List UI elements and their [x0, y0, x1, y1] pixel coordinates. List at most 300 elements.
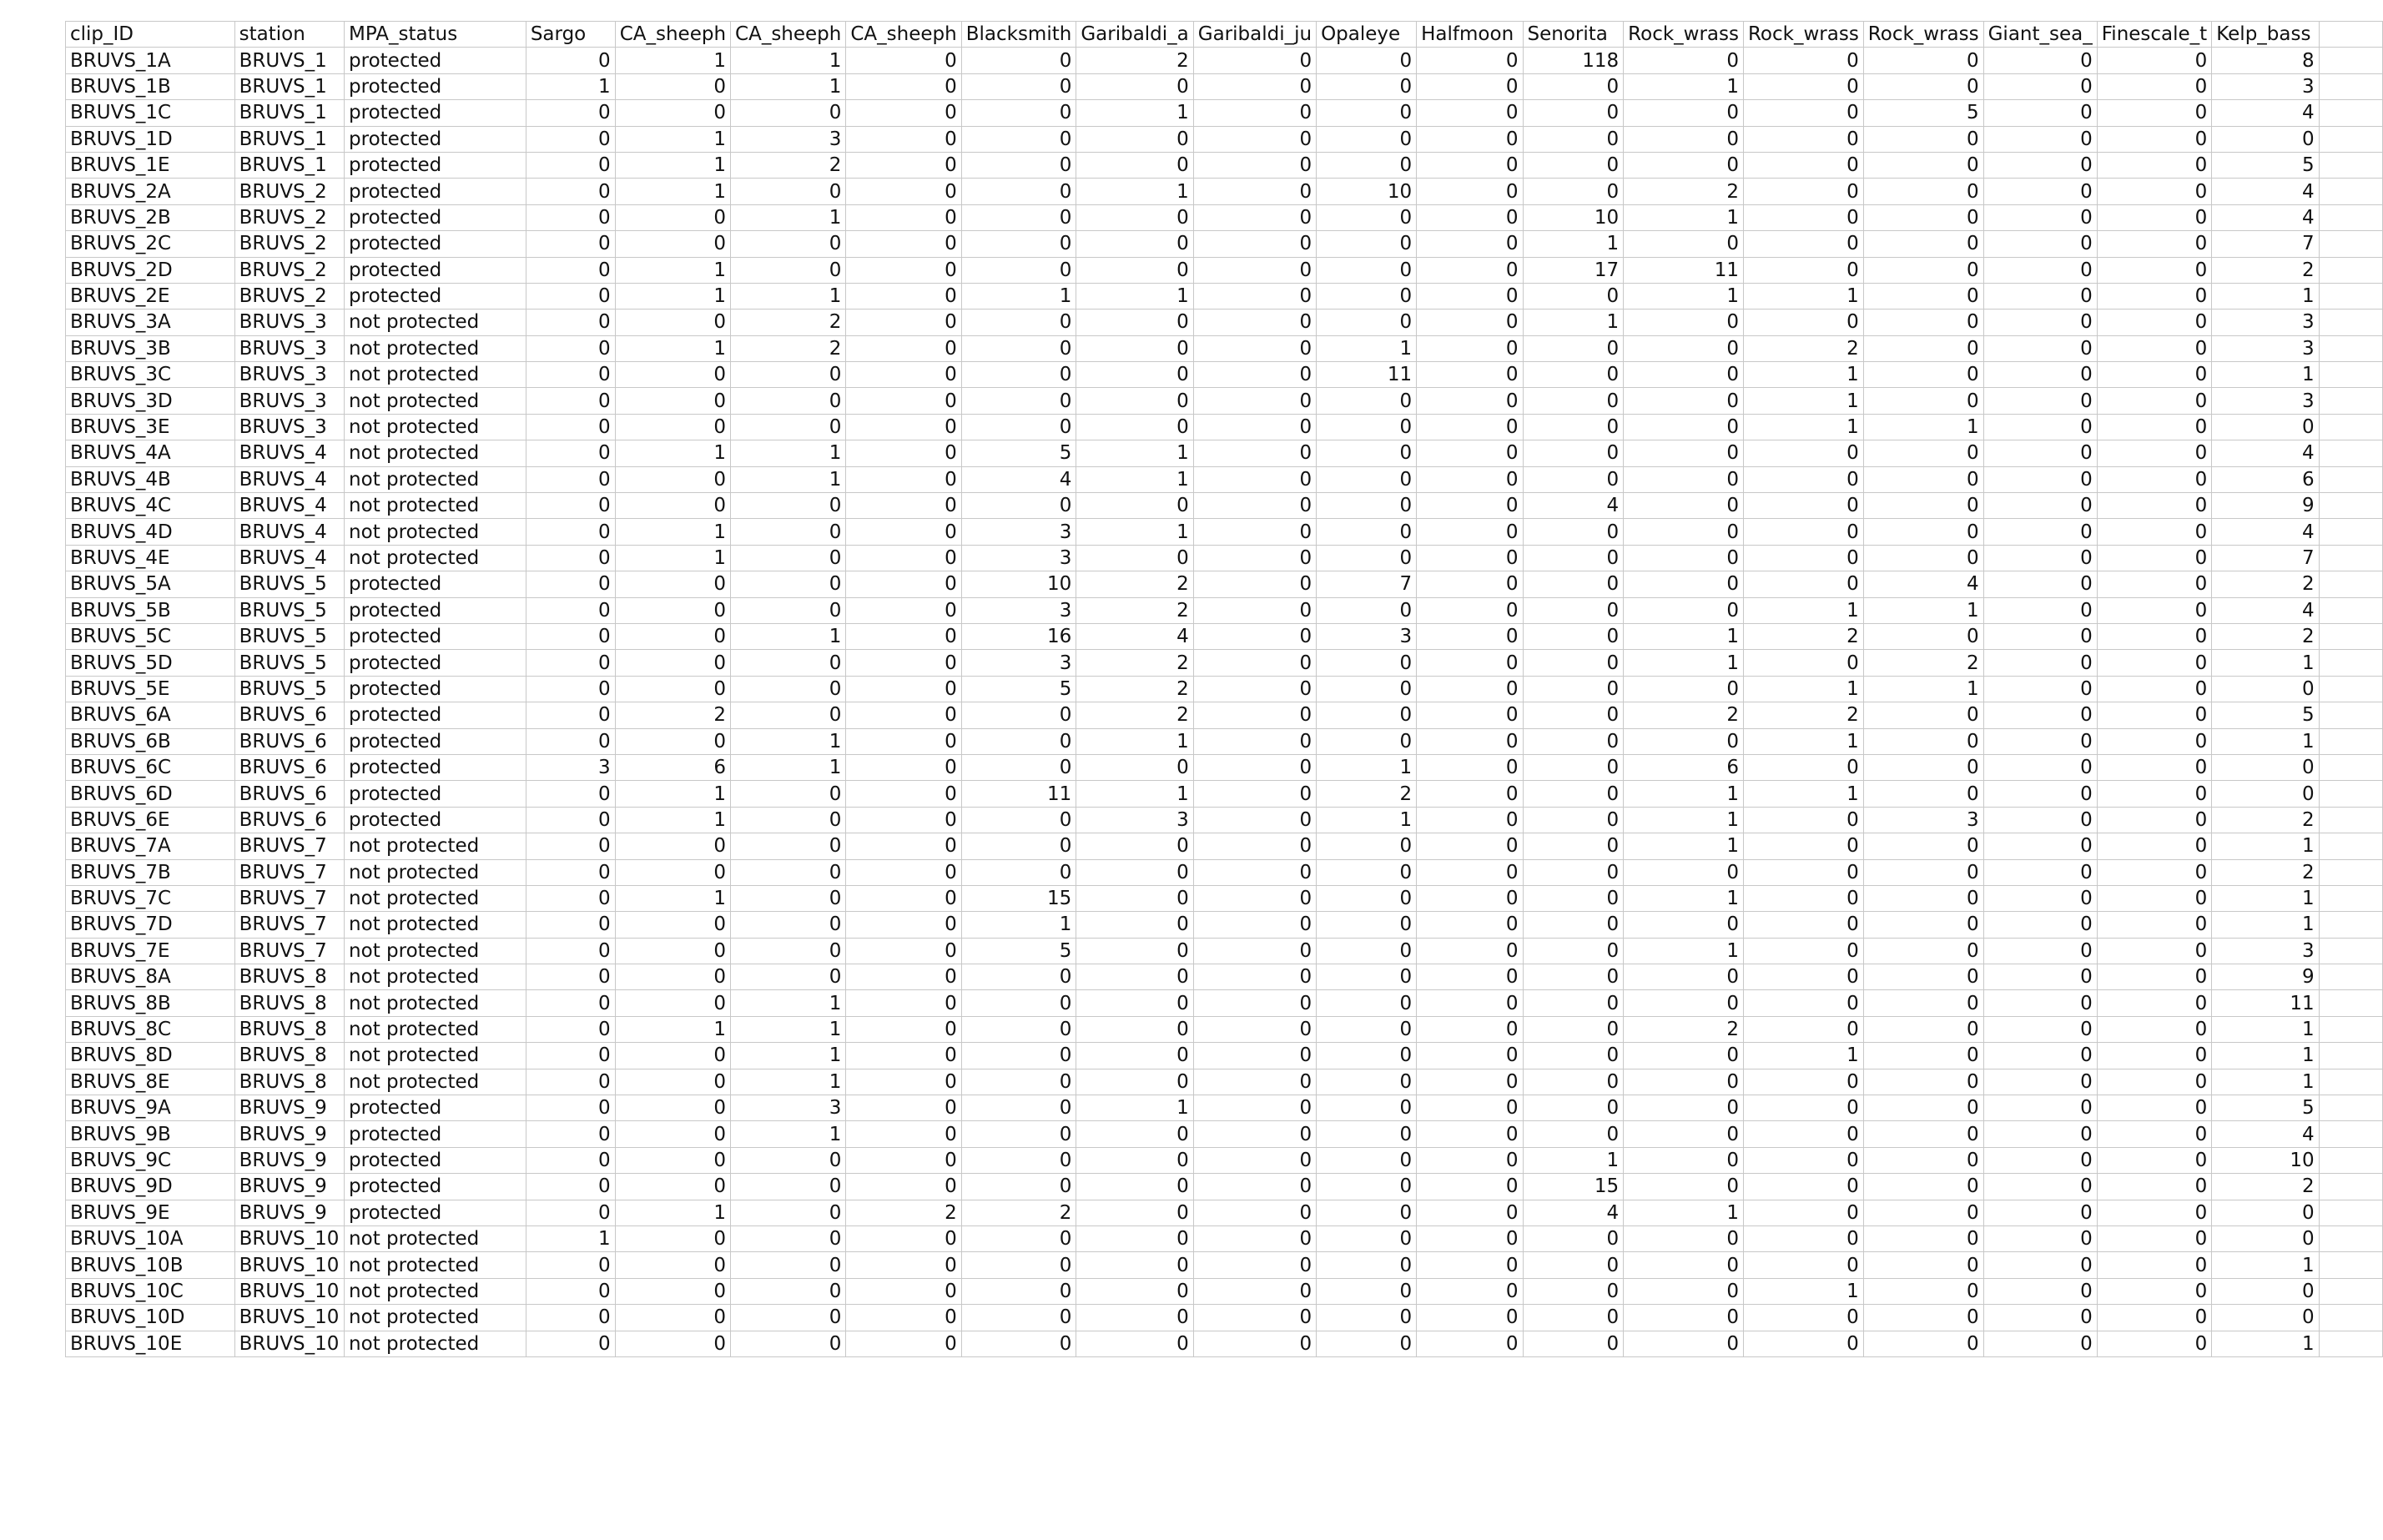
cell[interactable]: 0	[1417, 1225, 1523, 1251]
cell[interactable]: 1	[1624, 650, 1744, 676]
cell[interactable]: 0	[1523, 676, 1624, 702]
cell[interactable]: 1	[1523, 310, 1624, 335]
cell[interactable]: 0	[526, 885, 615, 911]
cell[interactable]: 0	[526, 48, 615, 73]
cell[interactable]: BRUVS_10B	[66, 1252, 235, 1278]
empty-cell[interactable]	[2319, 1147, 2382, 1173]
cell[interactable]: BRUVS_6E	[66, 807, 235, 833]
cell[interactable]: 0	[961, 231, 1076, 257]
cell[interactable]: BRUVS_4	[234, 440, 344, 466]
cell[interactable]: 4	[2212, 179, 2319, 204]
cell[interactable]: not protected	[345, 885, 526, 911]
cell[interactable]: 0	[1193, 545, 1316, 571]
empty-cell[interactable]	[2319, 48, 2382, 73]
cell[interactable]: 0	[615, 859, 730, 885]
column-header[interactable]: CA_sheeph	[846, 22, 961, 48]
cell[interactable]: 0	[1193, 859, 1316, 885]
empty-cell[interactable]	[2319, 73, 2382, 99]
cell[interactable]: 0	[731, 493, 846, 519]
cell[interactable]: BRUVS_3C	[66, 362, 235, 388]
cell[interactable]: 0	[2097, 728, 2211, 754]
cell[interactable]: 0	[846, 152, 961, 178]
cell[interactable]: 2	[2212, 257, 2319, 283]
cell[interactable]: 0	[1317, 283, 1417, 309]
cell[interactable]: 0	[526, 1069, 615, 1095]
cell[interactable]: BRUVS_10	[234, 1305, 344, 1331]
cell[interactable]: 5	[2212, 152, 2319, 178]
cell[interactable]: 0	[1743, 257, 1863, 283]
cell[interactable]: BRUVS_3D	[66, 388, 235, 414]
cell[interactable]: 0	[1193, 335, 1316, 361]
cell[interactable]: 0	[526, 990, 615, 1016]
cell[interactable]: 0	[961, 152, 1076, 178]
empty-cell[interactable]	[2319, 1252, 2382, 1278]
empty-cell[interactable]	[2319, 990, 2382, 1016]
cell[interactable]: BRUVS_2	[234, 257, 344, 283]
empty-cell[interactable]	[2319, 912, 2382, 938]
empty-cell[interactable]	[2319, 623, 2382, 649]
cell[interactable]: 0	[961, 310, 1076, 335]
cell[interactable]: 0	[1863, 1174, 1983, 1200]
cell[interactable]: 0	[1983, 100, 2097, 126]
cell[interactable]: 0	[1193, 388, 1316, 414]
cell[interactable]: 0	[1863, 859, 1983, 885]
cell[interactable]: 0	[1076, 362, 1193, 388]
column-header[interactable]: Giant_sea_	[1983, 22, 2097, 48]
cell[interactable]: 1	[615, 1016, 730, 1042]
cell[interactable]: 1	[1624, 833, 1744, 859]
cell[interactable]: 6	[1624, 754, 1744, 780]
cell[interactable]: 0	[1863, 1121, 1983, 1147]
cell[interactable]: 0	[731, 1147, 846, 1173]
cell[interactable]: 0	[2097, 231, 2211, 257]
cell[interactable]: 0	[1863, 781, 1983, 807]
cell[interactable]: 7	[1317, 571, 1417, 597]
cell[interactable]: 0	[1983, 545, 2097, 571]
cell[interactable]: 0	[1317, 912, 1417, 938]
cell[interactable]: 0	[1076, 73, 1193, 99]
cell[interactable]: BRUVS_9	[234, 1147, 344, 1173]
cell[interactable]: 0	[1193, 754, 1316, 780]
cell[interactable]: 0	[1193, 1095, 1316, 1121]
cell[interactable]: 0	[1523, 1043, 1624, 1069]
cell[interactable]: 0	[961, 1043, 1076, 1069]
cell[interactable]: BRUVS_8	[234, 1069, 344, 1095]
cell[interactable]: 0	[1193, 1200, 1316, 1225]
cell[interactable]: 0	[1624, 1174, 1744, 1200]
cell[interactable]: 0	[1863, 73, 1983, 99]
cell[interactable]: 0	[526, 257, 615, 283]
cell[interactable]: 0	[526, 702, 615, 728]
cell[interactable]: 0	[1743, 100, 1863, 126]
cell[interactable]: 0	[1863, 990, 1983, 1016]
cell[interactable]: 0	[1743, 1121, 1863, 1147]
cell[interactable]: BRUVS_1	[234, 48, 344, 73]
cell[interactable]: 0	[1417, 231, 1523, 257]
cell[interactable]: 0	[961, 1147, 1076, 1173]
cell[interactable]: 0	[615, 1095, 730, 1121]
cell[interactable]: 9	[2212, 493, 2319, 519]
empty-cell[interactable]	[2319, 1043, 2382, 1069]
cell[interactable]: BRUVS_7	[234, 833, 344, 859]
cell[interactable]: 0	[961, 1174, 1076, 1200]
cell[interactable]: 11	[1624, 257, 1744, 283]
cell[interactable]: 2	[731, 310, 846, 335]
cell[interactable]: 0	[961, 1305, 1076, 1331]
cell[interactable]: 0	[1983, 807, 2097, 833]
cell[interactable]: 2	[1743, 702, 1863, 728]
cell[interactable]: BRUVS_7	[234, 912, 344, 938]
cell[interactable]: protected	[345, 257, 526, 283]
cell[interactable]: 0	[1624, 571, 1744, 597]
cell[interactable]: 0	[846, 650, 961, 676]
cell[interactable]: 0	[1523, 754, 1624, 780]
empty-cell[interactable]	[2319, 493, 2382, 519]
cell[interactable]: 0	[526, 283, 615, 309]
cell[interactable]: 0	[1743, 1331, 1863, 1356]
cell[interactable]: 0	[1523, 335, 1624, 361]
cell[interactable]: BRUVS_6	[234, 702, 344, 728]
cell[interactable]: 0	[1193, 440, 1316, 466]
cell[interactable]: 0	[1317, 48, 1417, 73]
empty-cell[interactable]	[2319, 257, 2382, 283]
cell[interactable]: 0	[1523, 1278, 1624, 1304]
cell[interactable]: 0	[1863, 231, 1983, 257]
cell[interactable]: 1	[615, 885, 730, 911]
cell[interactable]: BRUVS_4	[234, 493, 344, 519]
cell[interactable]: 1	[1863, 676, 1983, 702]
cell[interactable]: 0	[1076, 126, 1193, 152]
cell[interactable]: 0	[961, 48, 1076, 73]
cell[interactable]: 0	[1317, 204, 1417, 230]
cell[interactable]: BRUVS_1	[234, 100, 344, 126]
cell[interactable]: 0	[526, 179, 615, 204]
cell[interactable]: 0	[1743, 938, 1863, 964]
cell[interactable]: 0	[2097, 1225, 2211, 1251]
cell[interactable]: 0	[1317, 545, 1417, 571]
cell[interactable]: 0	[2212, 1305, 2319, 1331]
cell[interactable]: 4	[2212, 204, 2319, 230]
cell[interactable]: 0	[1317, 990, 1417, 1016]
cell[interactable]: BRUVS_8	[234, 964, 344, 990]
cell[interactable]: 11	[961, 781, 1076, 807]
cell[interactable]: BRUVS_4	[234, 466, 344, 492]
cell[interactable]: 1	[731, 1043, 846, 1069]
cell[interactable]: 0	[1863, 126, 1983, 152]
cell[interactable]: 0	[1417, 990, 1523, 1016]
cell[interactable]: 0	[1417, 1331, 1523, 1356]
cell[interactable]: 0	[1193, 1225, 1316, 1251]
cell[interactable]: 0	[615, 204, 730, 230]
empty-cell[interactable]	[2319, 885, 2382, 911]
cell[interactable]: BRUVS_9	[234, 1174, 344, 1200]
cell[interactable]: protected	[345, 1147, 526, 1173]
cell[interactable]: 0	[526, 1121, 615, 1147]
cell[interactable]: 0	[1624, 335, 1744, 361]
cell[interactable]: 0	[1193, 650, 1316, 676]
cell[interactable]: 1	[615, 48, 730, 73]
cell[interactable]: 0	[1983, 781, 2097, 807]
cell[interactable]: 0	[526, 1200, 615, 1225]
cell[interactable]: 0	[961, 388, 1076, 414]
cell[interactable]: 3	[731, 126, 846, 152]
cell[interactable]: 1	[1624, 283, 1744, 309]
cell[interactable]: 1	[1743, 1043, 1863, 1069]
cell[interactable]: 0	[1076, 257, 1193, 283]
cell[interactable]: 1	[615, 126, 730, 152]
cell[interactable]: 0	[2097, 310, 2211, 335]
cell[interactable]: 0	[731, 545, 846, 571]
empty-cell[interactable]	[2319, 388, 2382, 414]
cell[interactable]: not protected	[345, 1069, 526, 1095]
cell[interactable]: 1	[1743, 676, 1863, 702]
empty-cell[interactable]	[2319, 519, 2382, 545]
cell[interactable]: 0	[2097, 676, 2211, 702]
cell[interactable]: 0	[1076, 1043, 1193, 1069]
cell[interactable]: BRUVS_10	[234, 1225, 344, 1251]
cell[interactable]: BRUVS_1E	[66, 152, 235, 178]
cell[interactable]: 0	[1523, 73, 1624, 99]
cell[interactable]: 0	[846, 1121, 961, 1147]
cell[interactable]: 0	[1076, 885, 1193, 911]
cell[interactable]: 0	[1983, 676, 2097, 702]
cell[interactable]: 0	[615, 597, 730, 623]
cell[interactable]: 0	[1983, 833, 2097, 859]
cell[interactable]: BRUVS_4D	[66, 519, 235, 545]
cell[interactable]: 4	[2212, 100, 2319, 126]
cell[interactable]: 0	[1983, 754, 2097, 780]
cell[interactable]: 0	[1193, 362, 1316, 388]
cell[interactable]: 0	[1317, 1069, 1417, 1095]
cell[interactable]: 0	[1523, 179, 1624, 204]
cell[interactable]: 0	[731, 1278, 846, 1304]
cell[interactable]: 0	[1417, 519, 1523, 545]
cell[interactable]: 2	[1743, 623, 1863, 649]
cell[interactable]: 0	[615, 912, 730, 938]
cell[interactable]: 0	[1193, 702, 1316, 728]
cell[interactable]: 1	[1624, 938, 1744, 964]
empty-cell[interactable]	[2319, 702, 2382, 728]
cell[interactable]: 0	[526, 623, 615, 649]
cell[interactable]: 0	[846, 204, 961, 230]
cell[interactable]: 1	[615, 1200, 730, 1225]
cell[interactable]: 0	[731, 702, 846, 728]
cell[interactable]: 0	[526, 545, 615, 571]
cell[interactable]: protected	[345, 152, 526, 178]
cell[interactable]: 0	[1193, 152, 1316, 178]
cell[interactable]: BRUVS_2E	[66, 283, 235, 309]
cell[interactable]: 0	[731, 885, 846, 911]
cell[interactable]: 0	[2212, 1200, 2319, 1225]
cell[interactable]: 0	[2097, 571, 2211, 597]
cell[interactable]: BRUVS_6	[234, 781, 344, 807]
cell[interactable]: 0	[1743, 152, 1863, 178]
cell[interactable]: 0	[1743, 231, 1863, 257]
cell[interactable]: 0	[1317, 493, 1417, 519]
cell[interactable]: 1	[2212, 1016, 2319, 1042]
cell[interactable]: 3	[526, 754, 615, 780]
cell[interactable]: not protected	[345, 1225, 526, 1251]
cell[interactable]: BRUVS_8	[234, 1043, 344, 1069]
cell[interactable]: 0	[1983, 597, 2097, 623]
column-header[interactable]: Halfmoon	[1417, 22, 1523, 48]
cell[interactable]: 0	[1417, 1200, 1523, 1225]
cell[interactable]: 0	[1983, 440, 2097, 466]
cell[interactable]: 0	[2212, 126, 2319, 152]
cell[interactable]: 0	[2097, 1016, 2211, 1042]
cell[interactable]: 0	[1076, 833, 1193, 859]
cell[interactable]: 4	[1863, 571, 1983, 597]
cell[interactable]: 0	[1983, 335, 2097, 361]
cell[interactable]: 0	[2097, 964, 2211, 990]
cell[interactable]: BRUVS_1A	[66, 48, 235, 73]
cell[interactable]: protected	[345, 571, 526, 597]
cell[interactable]: BRUVS_4C	[66, 493, 235, 519]
cell[interactable]: 0	[1193, 1043, 1316, 1069]
cell[interactable]: 0	[1743, 1174, 1863, 1200]
empty-cell[interactable]	[2319, 22, 2382, 48]
cell[interactable]: 0	[1983, 231, 2097, 257]
cell[interactable]: 3	[961, 519, 1076, 545]
cell[interactable]: 0	[1317, 1305, 1417, 1331]
cell[interactable]: BRUVS_2A	[66, 179, 235, 204]
cell[interactable]: 0	[1743, 990, 1863, 1016]
cell[interactable]: 11	[1317, 362, 1417, 388]
cell[interactable]: protected	[345, 623, 526, 649]
cell[interactable]: 0	[2097, 152, 2211, 178]
cell[interactable]: 0	[2097, 1278, 2211, 1304]
cell[interactable]: 0	[1983, 414, 2097, 440]
cell[interactable]: 0	[1863, 519, 1983, 545]
cell[interactable]: 0	[1523, 859, 1624, 885]
cell[interactable]: 1	[1076, 179, 1193, 204]
cell[interactable]: 0	[846, 676, 961, 702]
cell[interactable]: 10	[1523, 204, 1624, 230]
cell[interactable]: 0	[1863, 1016, 1983, 1042]
cell[interactable]: 0	[1193, 204, 1316, 230]
cell[interactable]: BRUVS_7	[234, 938, 344, 964]
cell[interactable]: 0	[1417, 152, 1523, 178]
cell[interactable]: 0	[1193, 100, 1316, 126]
cell[interactable]: not protected	[345, 335, 526, 361]
cell[interactable]: protected	[345, 283, 526, 309]
cell[interactable]: 0	[1523, 650, 1624, 676]
cell[interactable]: 15	[961, 885, 1076, 911]
cell[interactable]: 0	[1863, 1147, 1983, 1173]
cell[interactable]: 0	[1317, 100, 1417, 126]
cell[interactable]: 0	[1317, 1121, 1417, 1147]
cell[interactable]: 0	[1743, 440, 1863, 466]
cell[interactable]: 0	[1076, 204, 1193, 230]
cell[interactable]: 0	[1417, 676, 1523, 702]
cell[interactable]: BRUVS_4E	[66, 545, 235, 571]
empty-cell[interactable]	[2319, 179, 2382, 204]
cell[interactable]: 0	[1863, 283, 1983, 309]
cell[interactable]: not protected	[345, 990, 526, 1016]
cell[interactable]: BRUVS_10E	[66, 1331, 235, 1356]
cell[interactable]: 1	[1076, 440, 1193, 466]
cell[interactable]: 0	[1743, 179, 1863, 204]
cell[interactable]: 0	[1417, 1043, 1523, 1069]
cell[interactable]: 0	[1863, 335, 1983, 361]
cell[interactable]: 0	[615, 1225, 730, 1251]
cell[interactable]: 0	[1523, 1016, 1624, 1042]
cell[interactable]: 0	[1743, 466, 1863, 492]
cell[interactable]: 0	[2097, 990, 2211, 1016]
cell[interactable]: 2	[1317, 781, 1417, 807]
cell[interactable]: 0	[1624, 126, 1744, 152]
cell[interactable]: BRUVS_10C	[66, 1278, 235, 1304]
cell[interactable]: 0	[1983, 257, 2097, 283]
cell[interactable]: 0	[961, 1095, 1076, 1121]
cell[interactable]: 0	[1317, 597, 1417, 623]
cell[interactable]: 0	[2097, 1069, 2211, 1095]
cell[interactable]: 0	[731, 912, 846, 938]
cell[interactable]: 3	[2212, 73, 2319, 99]
cell[interactable]: BRUVS_6	[234, 807, 344, 833]
column-header[interactable]: MPA_status	[345, 22, 526, 48]
empty-cell[interactable]	[2319, 466, 2382, 492]
cell[interactable]: 5	[961, 676, 1076, 702]
cell[interactable]: 0	[1523, 1121, 1624, 1147]
cell[interactable]: 0	[1523, 728, 1624, 754]
cell[interactable]: 0	[1417, 1174, 1523, 1200]
cell[interactable]: 0	[1317, 73, 1417, 99]
cell[interactable]: 0	[731, 650, 846, 676]
cell[interactable]: 0	[1076, 1278, 1193, 1304]
cell[interactable]: 0	[526, 1174, 615, 1200]
cell[interactable]: BRUVS_10	[234, 1252, 344, 1278]
cell[interactable]: 2	[961, 1200, 1076, 1225]
cell[interactable]: 0	[2097, 1331, 2211, 1356]
empty-cell[interactable]	[2319, 335, 2382, 361]
cell[interactable]: BRUVS_9E	[66, 1200, 235, 1225]
cell[interactable]: 0	[1193, 676, 1316, 702]
cell[interactable]: 0	[1983, 126, 2097, 152]
cell[interactable]: 0	[1743, 545, 1863, 571]
cell[interactable]: 0	[1863, 493, 1983, 519]
cell[interactable]: 0	[615, 1252, 730, 1278]
cell[interactable]: 4	[2212, 1121, 2319, 1147]
cell[interactable]: 10	[961, 571, 1076, 597]
cell[interactable]: 0	[1624, 48, 1744, 73]
cell[interactable]: 0	[1317, 388, 1417, 414]
cell[interactable]: not protected	[345, 1278, 526, 1304]
cell[interactable]: 0	[1983, 1331, 2097, 1356]
cell[interactable]: BRUVS_5	[234, 650, 344, 676]
cell[interactable]: 0	[526, 126, 615, 152]
cell[interactable]: BRUVS_2	[234, 204, 344, 230]
cell[interactable]: 1	[1624, 204, 1744, 230]
cell[interactable]: 4	[2212, 440, 2319, 466]
cell[interactable]: 10	[1317, 179, 1417, 204]
cell[interactable]: BRUVS_8	[234, 1016, 344, 1042]
cell[interactable]: 0	[615, 728, 730, 754]
cell[interactable]: 0	[1193, 1147, 1316, 1173]
cell[interactable]: 0	[1983, 152, 2097, 178]
cell[interactable]: 0	[526, 335, 615, 361]
cell[interactable]: 0	[1193, 1069, 1316, 1095]
cell[interactable]: BRUVS_10A	[66, 1225, 235, 1251]
cell[interactable]: BRUVS_5	[234, 623, 344, 649]
cell[interactable]: 0	[1193, 807, 1316, 833]
cell[interactable]: 0	[1417, 362, 1523, 388]
cell[interactable]: 5	[1863, 100, 1983, 126]
empty-cell[interactable]	[2319, 1174, 2382, 1200]
cell[interactable]: 1	[1317, 754, 1417, 780]
cell[interactable]: 0	[615, 1305, 730, 1331]
cell[interactable]: 0	[1863, 1331, 1983, 1356]
